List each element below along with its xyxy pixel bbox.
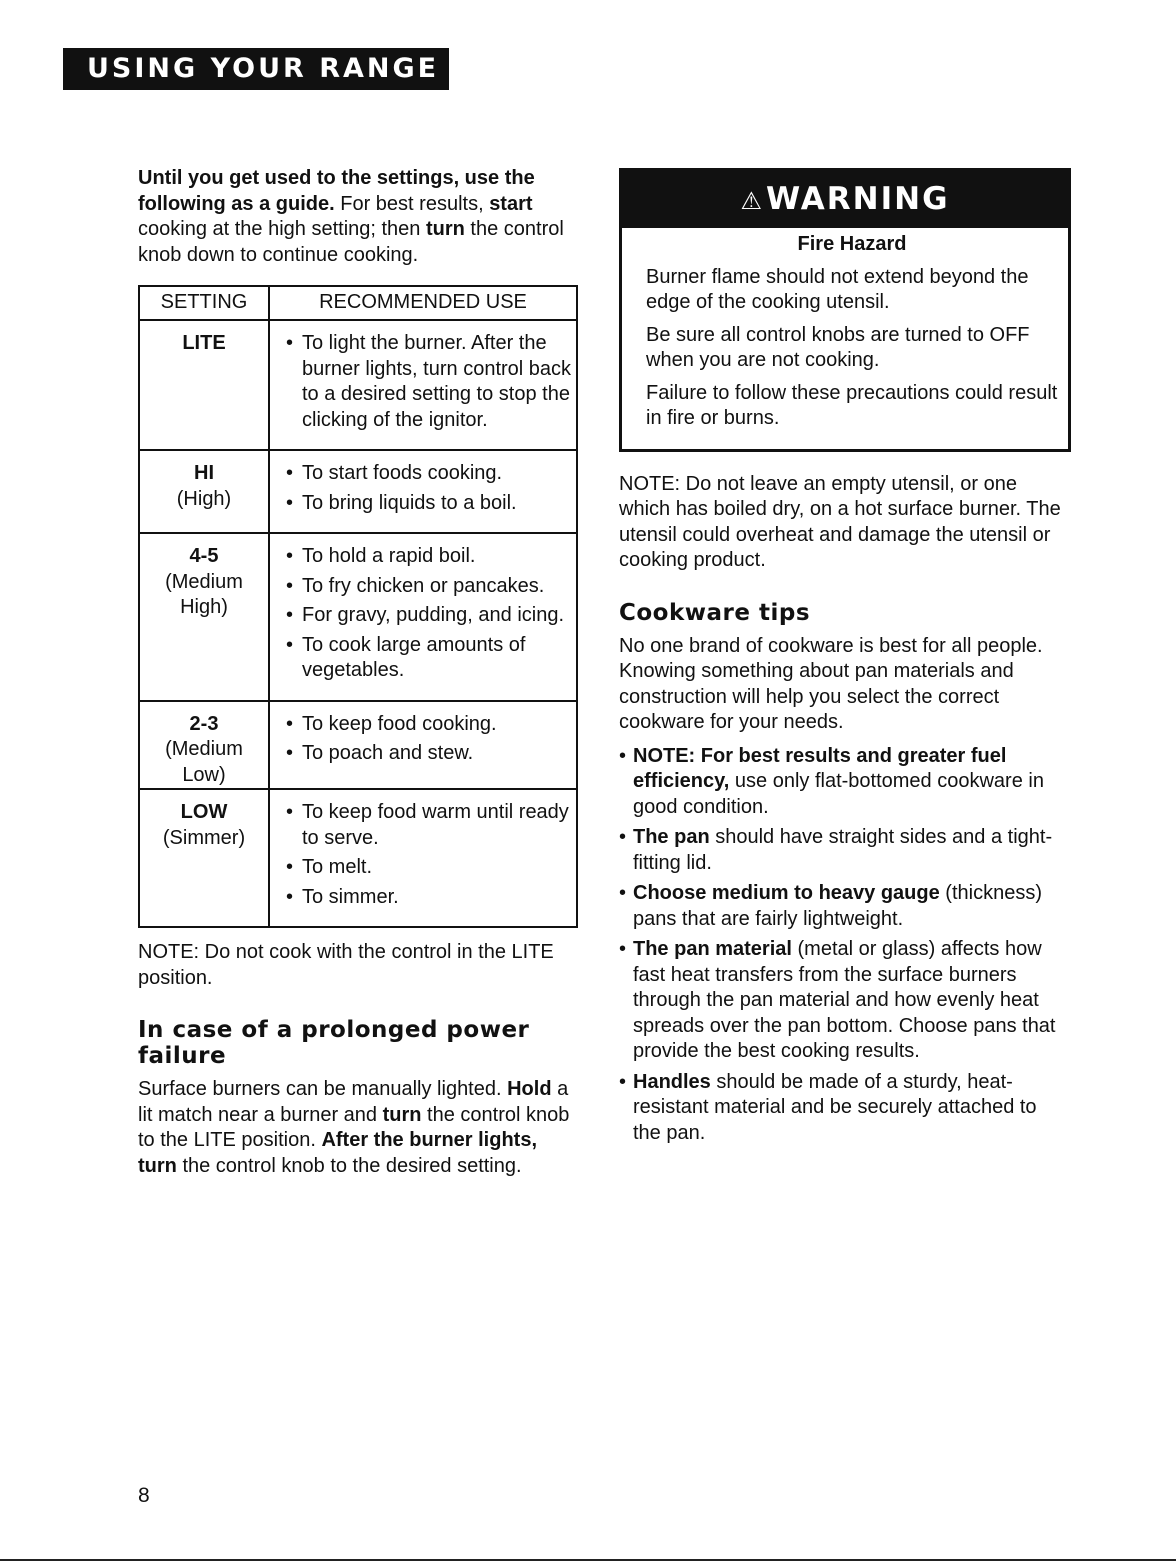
list-item (619, 881, 1069, 932)
intro-bold-2: start (489, 192, 533, 215)
use-item: • To fry chicken or pancakes. (286, 574, 572, 600)
use-list (286, 712, 572, 767)
tip-bold: The pan (633, 826, 710, 848)
table-row (139, 701, 577, 790)
setting-level: 4-5 (189, 545, 219, 567)
settings-table-body (139, 320, 577, 927)
power-bold-1: Hold (507, 1078, 552, 1100)
warning-triangle-icon: ⚠ (740, 187, 764, 215)
list-item (619, 937, 1069, 1065)
intro-bold-1: Until you get used to the settings, use the following as a guide. (138, 167, 535, 215)
note-empty-utensil (619, 472, 1069, 574)
setting-description: (Simmer) (162, 826, 246, 849)
use-item: • To simmer. (286, 885, 572, 911)
note-text: Do not cook with the control in the LITE position. (138, 941, 554, 989)
power-text-3: the control knob to the LITE position. (138, 1103, 570, 1151)
use-list (286, 461, 572, 516)
warning-line: Be sure all control knobs are turned to OFF when you are not cooking. (646, 323, 1030, 371)
use-item: • To light the burner. After the burner lights, turn control back to a desired setting to stop the clicking of the ignitor. (286, 331, 572, 433)
power-failure-paragraph (138, 1077, 578, 1179)
power-failure-heading: In case of a prolonged power failure (138, 1017, 530, 1069)
intro-text-1: For best results, (334, 192, 490, 215)
table-row (139, 533, 577, 701)
use-item: • To start foods cooking. (286, 461, 572, 487)
tip-bold: Handles (633, 1070, 711, 1093)
list-item (619, 825, 1069, 876)
setting-cell (139, 320, 269, 450)
tip-bold: Choose medium to heavy gauge (633, 882, 940, 904)
setting-description: (Medium Low) (165, 738, 243, 786)
recommended-use-cell (269, 450, 577, 533)
setting-cell (139, 450, 269, 533)
intro-text-3: the control knob down to continue cooking. (138, 218, 564, 266)
recommended-use-cell (269, 701, 577, 790)
tip-text: (metal or glass) affects how fast heat transfers from the surface burners through the pan material and how evenly heat spreads over the pan bottom. Choose pans that provide the best cooking results. (633, 938, 1056, 1062)
tip-bold: The pan material (633, 938, 792, 960)
setting-description: (High) (176, 487, 232, 510)
bottom-divider (0, 1559, 1176, 1561)
list-item (619, 744, 1069, 821)
intro-text-2: cooking at the high setting; then (138, 218, 426, 240)
setting-cell (139, 533, 269, 701)
tip-bold: NOTE: For best results and greater fuel efficiency, (633, 744, 1007, 792)
note-label: NOTE: (138, 941, 200, 963)
table-header-row (139, 286, 577, 320)
use-item: • To melt. (286, 855, 572, 881)
table-row (139, 320, 577, 450)
power-text-1: Surface burners can be manually lighted. (138, 1078, 508, 1100)
tip-text: use only flat-bottomed cookware in good condition. (633, 770, 1044, 818)
use-item: • To cook large amounts of vegetables. (286, 633, 572, 684)
recommended-use-cell (269, 533, 577, 701)
setting-level: LITE (182, 332, 226, 354)
table-row (139, 789, 577, 927)
use-list (286, 800, 572, 910)
left-column (138, 166, 578, 1179)
warning-title: WARNING (765, 181, 950, 217)
setting-cell (139, 789, 269, 927)
tip-text: should be made of a sturdy, heat-resistant material and be securely attached to the pan. (633, 1070, 1037, 1144)
warning-subtitle: Fire Hazard (797, 233, 907, 255)
table-row (139, 450, 577, 533)
setting-level: LOW (180, 801, 228, 823)
intro-paragraph (138, 166, 578, 268)
power-bold-3: After the burner lights, turn (138, 1129, 538, 1177)
intro-bold-3: turn (425, 218, 465, 240)
tip-text: (thickness) pans that are fairly lightweight. (633, 882, 1042, 930)
warning-body (622, 228, 1068, 449)
use-list (286, 544, 572, 684)
warning-box (619, 168, 1071, 452)
right-column (619, 168, 1069, 1151)
power-text-2: a lit match near a burner and (138, 1078, 569, 1126)
power-text-4: the control knob to the desired setting. (176, 1154, 522, 1177)
col-header-setting: SETTING (139, 286, 269, 320)
use-item: • For gravy, pudding, and icing. (286, 603, 572, 629)
recommended-use-cell (269, 789, 577, 927)
tip-text: should have straight sides and a tight-fitting lid. (633, 826, 1053, 874)
warning-header (622, 171, 1068, 228)
col-header-recommended-use: RECOMMENDED USE (269, 286, 577, 320)
use-item: • To keep food warm until ready to serve. (286, 800, 572, 851)
use-item: • To poach and stew. (286, 741, 572, 767)
section-header: USING YOUR RANGE (63, 48, 449, 90)
use-item: • To keep food cooking. (286, 712, 572, 738)
cookware-tips-list (619, 744, 1069, 1147)
settings-table (138, 285, 578, 928)
cookware-tips-heading: Cookware tips (619, 599, 811, 626)
use-list (286, 331, 572, 433)
warning-line: Failure to follow these precautions could result in fire or burns. (646, 381, 1058, 429)
cookware-intro: No one brand of cookware is best for all people. Knowing something about pan materials and construction will help you select the correct cookware for your needs. (619, 634, 1043, 733)
warning-line: Burner flame should not extend beyond the edge of the cooking utensil. (646, 265, 1029, 313)
setting-cell (139, 701, 269, 790)
note-label: NOTE: (619, 472, 681, 495)
note-lite (138, 940, 578, 991)
note-text: Do not leave an empty utensil, or one which has boiled dry, on a hot surface burner. The utensil could overheat and damage the utensil or cooking product. (619, 472, 1061, 571)
setting-description: (Medium High) (165, 570, 243, 618)
page-number: 8 (138, 1484, 150, 1507)
list-item (619, 1070, 1069, 1147)
setting-level: 2-3 (189, 712, 219, 735)
recommended-use-cell (269, 320, 577, 450)
power-bold-2: turn (382, 1103, 422, 1126)
setting-level: HI (194, 462, 214, 484)
use-item: • To hold a rapid boil. (286, 544, 572, 570)
use-item: • To bring liquids to a boil. (286, 491, 572, 517)
